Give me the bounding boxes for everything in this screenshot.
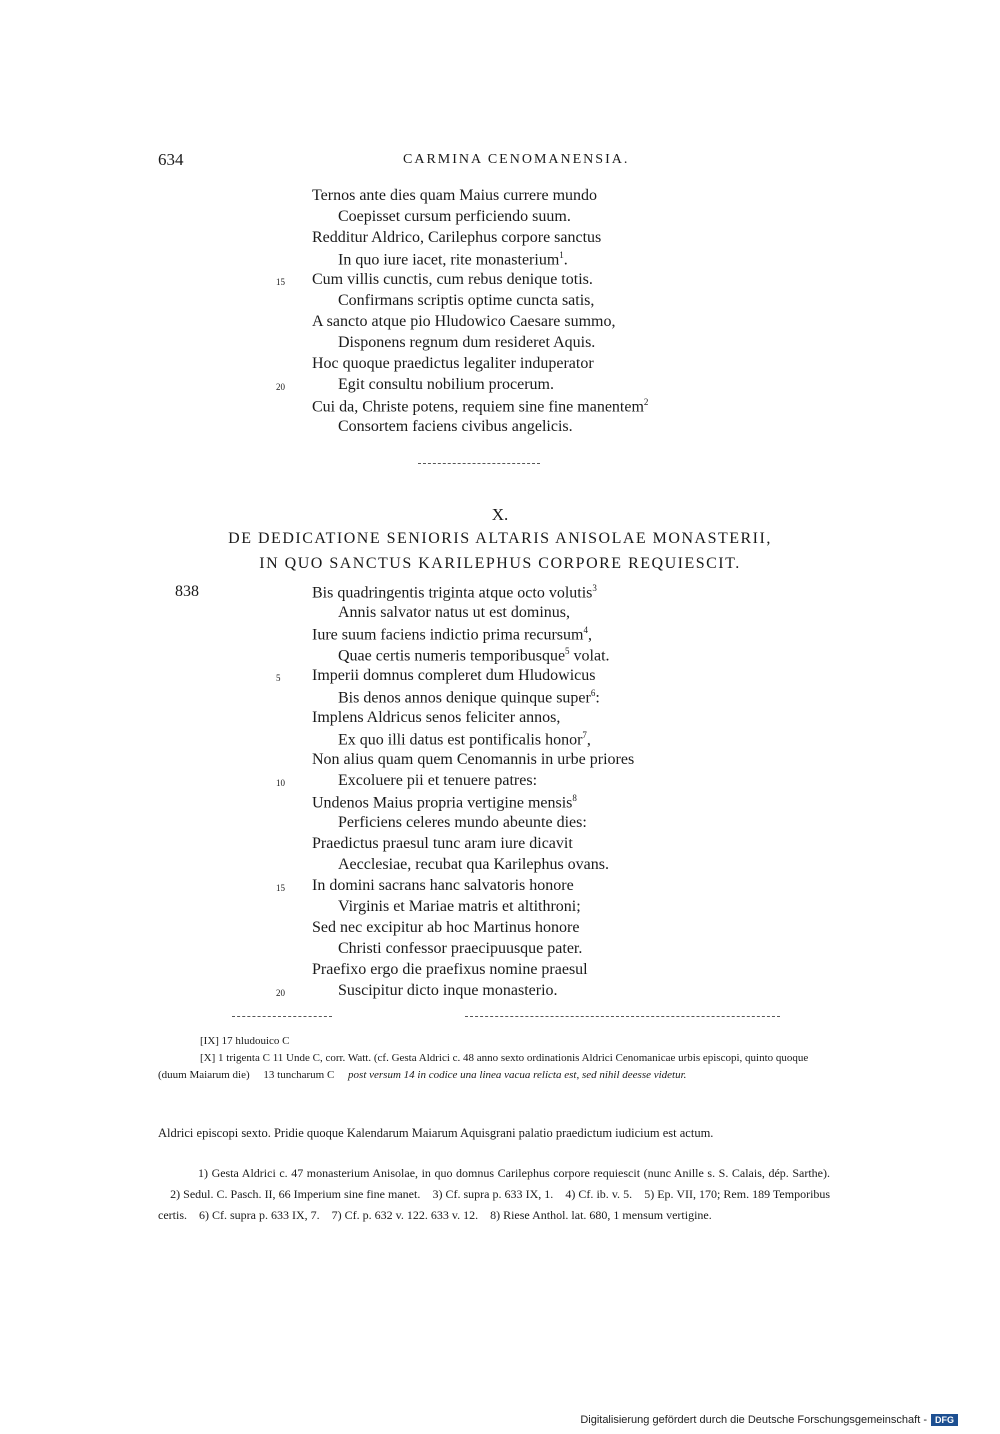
- footnote-8: 8) Riese Anthol. lat. 680, 1 mensum vertigine.: [490, 1208, 712, 1222]
- critical-apparatus: [158, 1033, 830, 1084]
- verse-line: Egit consultu nobilium procerum.: [338, 376, 554, 393]
- footnotes: [158, 1163, 830, 1226]
- verse-line: A sancto atque pio Hludowico Caesare summo,: [312, 313, 616, 330]
- line-number: 15: [276, 883, 285, 893]
- apparatus-x-part-b: 13 tuncharum C: [263, 1069, 335, 1081]
- line-number: 20: [276, 382, 285, 392]
- commentary-text: Aldrici episcopi sexto. Pridie quoque Kalendarum Maiarum Aquisgrani palatio praedictum iudicium est actum.: [158, 1126, 714, 1140]
- verse-line: Quae certis numeris temporibusque$^5$ volat.: [338, 646, 610, 665]
- footnote-5: 5) Ep. VII, 170; Rem. 189 Temporibus certis.: [158, 1187, 831, 1222]
- poem-title-line-2: IN QUO SANCTUS KARILEPHUS CORPORE REQUIESCIT.: [259, 555, 741, 572]
- digitization-credit: [580, 1414, 958, 1426]
- footnote-1: 1) Gesta Aldrici c. 47 monasterium Anisolae, in quo domnus Carilephus corpore requiescit (nunc Anille s. S. Calais, dép. Sarthe).: [198, 1166, 830, 1180]
- verse-line: Annis salvator natus ut est dominus,: [338, 604, 570, 621]
- poem-number: X.: [491, 505, 509, 524]
- footnote-ref: 7: [582, 730, 587, 740]
- footnote-4: 4) Cf. ib. v. 5.: [565, 1187, 633, 1201]
- credit-text: Digitalisierung gefördert durch die Deutsche Forschungsgemeinschaft -: [580, 1414, 927, 1426]
- footnote-ref: 6: [590, 688, 596, 698]
- line-number: 5: [276, 673, 281, 683]
- footnote-6: 6) Cf. supra p. 633 IX, 7.: [199, 1208, 320, 1222]
- footnote-ref: 5: [565, 646, 570, 656]
- apparatus-ix: [IX] 17 hludouico C: [200, 1035, 290, 1047]
- page-number: 634: [158, 150, 184, 169]
- verse-line: Aecclesiae, recubat qua Karilephus ovans.: [338, 856, 609, 873]
- verse-line: Cui da, Christe potens, requiem sine fine manentem$^2$: [312, 397, 649, 416]
- verse-line: Praedictus praesul tunc aram iure dicavit: [312, 835, 573, 852]
- apparatus-x-part-a: [X] 1 trigenta C 11 Unde C, corr. Watt. (cf. Gesta Aldrici c. 48 anno sexto ordinationis Aldrici Cenomanicae urbis episcopi, quinto quoque (duum Maiarum die): [158, 1052, 809, 1081]
- verse-line: Disponens regnum dum resideret Aquis.: [338, 334, 596, 351]
- footnote-ref: 2: [643, 397, 649, 407]
- verse-line: In domini sacrans hanc salvatoris honore: [312, 877, 574, 894]
- footnote-3: 3) Cf. supra p. 633 IX, 1.: [432, 1187, 554, 1201]
- footnote-ref: 1: [559, 250, 564, 260]
- verse-line: Virginis et Mariae matris et altithroni;: [338, 898, 581, 915]
- apparatus-divider-left: [232, 1016, 332, 1017]
- running-title: CARMINA CENOMANENSIA.: [403, 152, 630, 167]
- footnote-7: 7) Cf. p. 632 v. 122. 633 v. 12.: [331, 1208, 479, 1222]
- verse-line: Consortem faciens civibus angelicis.: [338, 418, 573, 435]
- apparatus-x-part-c: post versum 14 in codice una linea vacua relicta est, sed nihil deesse videtur.: [348, 1069, 687, 1081]
- verse-line: Bis denos annos denique quinque super$^6$:: [338, 688, 600, 707]
- verse-line: Christi confessor praecipuusque pater.: [338, 940, 583, 957]
- line-number: 15: [276, 277, 285, 287]
- verse-line: Ex quo illi datus est pontificalis honor$^7$,: [338, 730, 591, 749]
- apparatus-divider-right: [465, 1016, 780, 1017]
- marginal-date: 838: [175, 583, 199, 600]
- footnote-ref: 8: [572, 793, 577, 803]
- verse-line: Iure suum faciens indictio prima recursum$^4$,: [312, 625, 592, 644]
- verse-line: In quo iure iacet, rite monasterium$^1$.: [338, 250, 568, 269]
- line-number: 10: [276, 778, 285, 788]
- verse-line: Perficiens celeres mundo abeunte dies:: [338, 814, 587, 831]
- verse-line: Confirmans scriptis optime cuncta satis,: [338, 292, 595, 309]
- line-number: 20: [276, 988, 285, 998]
- verse-line: Imperii domnus compleret dum Hludowicus: [312, 667, 596, 684]
- verse-line: Undenos Maius propria vertigine mensis$^8$: [312, 793, 577, 812]
- verse-line: Praefixo ergo die praefixus nomine praesul: [312, 961, 588, 978]
- footnote-ref: 4: [583, 625, 588, 635]
- verse-line: Coepisset cursum perficiendo suum.: [338, 208, 571, 225]
- poem-title-line-1: DE DEDICATIONE SENIORIS ALTARIS ANISOLAE MONASTERII,: [228, 530, 772, 547]
- verse-line: Bis quadringentis triginta atque octo volutis$^3$: [312, 583, 597, 602]
- verse-line: Cum villis cunctis, cum rebus denique totis.: [312, 271, 593, 288]
- verse-line: Redditur Aldrico, Carilephus corpore sanctus: [312, 229, 602, 246]
- verse-line: Ternos ante dies quam Maius currere mundo: [312, 187, 598, 204]
- footnote-ref: 3: [592, 583, 597, 593]
- verse-line: Suscipitur dicto inque monasterio.: [338, 982, 558, 999]
- verse-line: Sed nec excipitur ab hoc Martinus honore: [312, 919, 580, 936]
- section-divider: [418, 463, 540, 464]
- verse-line: Excoluere pii et tenuere patres:: [338, 772, 538, 789]
- verse-line: Implens Aldricus senos feliciter annos,: [312, 709, 561, 726]
- footnote-2: 2) Sedul. C. Pasch. II, 66 Imperium sine fine manet.: [170, 1187, 421, 1201]
- verse-line: Hoc quoque praedictus legaliter induperator: [312, 355, 594, 372]
- dfg-logo: DFG: [931, 1414, 958, 1426]
- apparatus-x: [158, 1050, 830, 1084]
- verse-line: Non alius quam quem Cenomannis in urbe priores: [312, 751, 635, 768]
